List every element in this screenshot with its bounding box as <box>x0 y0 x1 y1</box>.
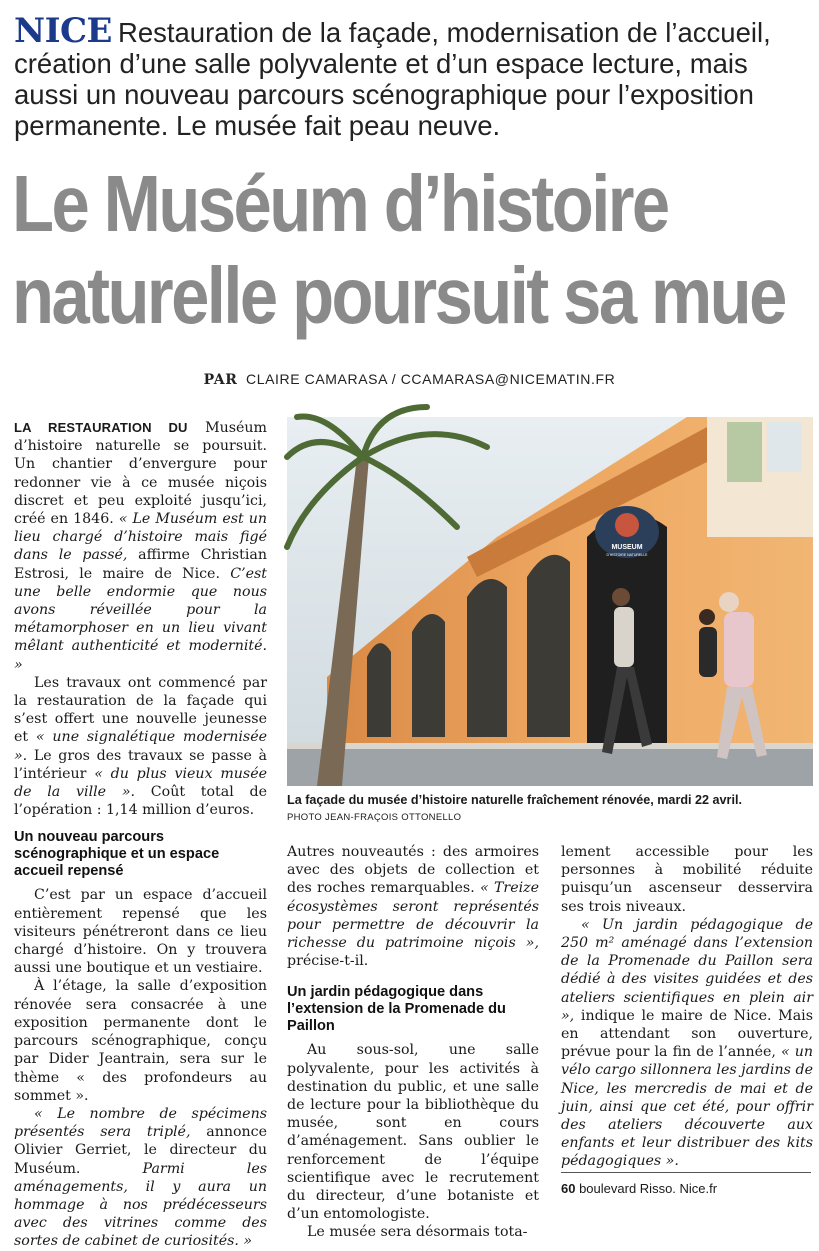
quote: « un vélo cargo sillonnera les jardins de Nice, les mercredis de mai et de juin, ainsi que cet été, pour offrir des ateliers découverte aux enfants et leur distribuer des kits pédagogiques ». <box>561 1044 813 1170</box>
subheading: Un jardin pédagogique dans l’extension de la Promenade du Paillon <box>287 984 506 1035</box>
address-footer <box>561 1172 811 1196</box>
kicker-city: NICE <box>14 11 112 51</box>
byline-par: PAR <box>203 372 238 388</box>
paragraph: lement accessible pour les personnes à mobilité réduite puisqu’un ascenseur desservira ses trois niveaux. <box>561 844 813 915</box>
paragraph: « Un jardin pédagogique de 250 m² aménagé dans l’extension de la Promenade du Paillon sera dédié à des visites guidées et des ateliers scientifiques en plein air », indique le maire de Nice. Mais en attendant son ouverture, prévue pour la fin de l’année, « un vélo cargo sillonnera les jardins de Nice, les mercredis de mai et de juin, ainsi que cet été, pour offrir des ateliers découverte aux enfants et leur distribuer des kits pédagogiques ». <box>561 916 813 1170</box>
photo-caption <box>287 792 813 823</box>
quote: « Un jardin pédagogique de 250 m² aménagé dans l’extension de la Promenade du Paillon sera dédié à des visites guidées et des ateliers scientifiques en plein air », <box>561 916 813 1024</box>
byline <box>0 371 819 388</box>
headline <box>12 158 785 342</box>
paragraph: C’est par un espace d’accueil entièrement repensé que les visiteurs pénétreront dans ce lieu chargé d’histoire. On y trouvera aussi une boutique et un vestiaire. <box>14 887 267 977</box>
paragraph: LA RESTAURATION DU Muséum d’histoire naturelle se poursuit. Un chantier d’envergure pour redonner vie à ce musée niçois discret et peu exploité jusqu’ici, créé en 1846. « Le Muséum est un lieu chargé d’histoire mais figé dans le passé, affirme Christian Estrosi, le maire de Nice. C’est une belle endormie que nous avons réveillée pour la métamorphoser en un lieu vivant mêlant authenticité et modernité. » <box>14 420 268 673</box>
quote: « Le nombre de spécimens présentés sera triplé, <box>14 1105 267 1141</box>
kicker <box>14 11 809 141</box>
paragraph: Au sous-sol, une salle polyvalente, pour les activités à destination du public, et une salle de lecture pour la bibliothèque du musée, sont en cours d’aménagement. Sans oublier le renforcement de l’équipe scientifique avec le recrutement du directeur, d’une botaniste et d’un entomologiste. <box>287 1042 539 1223</box>
quote: Parmi les aménagements, il y aura un hommage à nos prédécesseurs avec des vitrines comme des sortes de cabinet de curiosités. » <box>14 1160 267 1250</box>
headline-line-1: Le Muséum d’histoire <box>12 159 668 248</box>
quote: « une signalétique modernisée ». <box>14 729 268 764</box>
paragraph: À l’étage, la salle d’exposition rénovée sera consacrée à une exposition permanente dont le parcours scénographique, conçu par Dider Jeantrain, sera sur le thème « des profondeurs au sommet ». <box>14 978 267 1104</box>
address-number: 60 <box>561 1181 576 1196</box>
lead-in: LA RESTAURATION DU <box>14 420 188 435</box>
caption-text: La façade du musée d’histoire naturelle fraîchement rénovée, mardi 22 avril. <box>287 793 742 807</box>
kicker-text: Restauration de la façade, modernisation de l’accueil, création d’une salle polyvalente et d’un espace lecture, mais aussi un nouveau parcours scénographique pour l’exposition permanente. Le musée fait peau neuve. <box>14 17 771 141</box>
paragraph: Le musée sera désormais tota- <box>307 1224 528 1241</box>
subheading: Un nouveau parcours scénographique et un espace accueil repensé <box>14 829 220 880</box>
paragraph: « Le nombre de spécimens présentés sera triplé, annonce Olivier Gerriet, le directeur du Muséum. Parmi les aménagements, il y aura un hommage à nos prédécesseurs avec des vitrines comme des sortes de cabinet de curiosités. » <box>14 1105 267 1250</box>
headline-line-2: naturelle poursuit sa mue <box>12 251 785 340</box>
byline-author[interactable]: CLAIRE CAMARASA / CCAMARASA@NICEMATIN.FR <box>245 371 616 387</box>
column-1 <box>14 419 267 1251</box>
photo-credit: PHOTO JEAN-FRAÇOIS OTTONELLO <box>287 812 462 823</box>
quote: « Treize écosystèmes seront représentés pour permettre de découvrir la richesse du patrimoine niçois », <box>287 880 539 952</box>
museum-sign-title: MUSEUM <box>611 544 643 551</box>
column-3 <box>561 843 813 1171</box>
article-photo <box>287 417 813 786</box>
quote: « du plus vieux musée de la ville ». <box>14 765 267 801</box>
facade-illustration <box>287 417 813 786</box>
paragraph: Autres nouveautés : des armoires avec des objets de collection et des roches remarquables. « Treize écosystèmes seront représentés pour permettre de découvrir la richesse du patrimoine niçois », précise-t-il. <box>287 844 539 970</box>
column-2 <box>287 843 539 1242</box>
quote: C’est une belle endormie que nous avons réveillée pour la métamorphoser en un lieu vivant mêlant authenticité et modernité. » <box>14 565 267 673</box>
paragraph: Les travaux ont commencé par la restauration de la façade qui s’est offert une nouvelle jeunesse et « une signalétique modernisée ». Le gros des travaux se passe à l’intérieur « du plus vieux musée de la ville ». Coût total de l’opération : 1,14 million d’euros. <box>14 674 268 819</box>
quote: « Le Muséum est un lieu chargé d’histoire mais figé dans le passé, <box>14 511 268 564</box>
address-text: boulevard Risso. Nice.fr <box>575 1181 718 1196</box>
museum-sign-subtitle: D'HISTOIRE NATURELLE <box>606 553 648 557</box>
